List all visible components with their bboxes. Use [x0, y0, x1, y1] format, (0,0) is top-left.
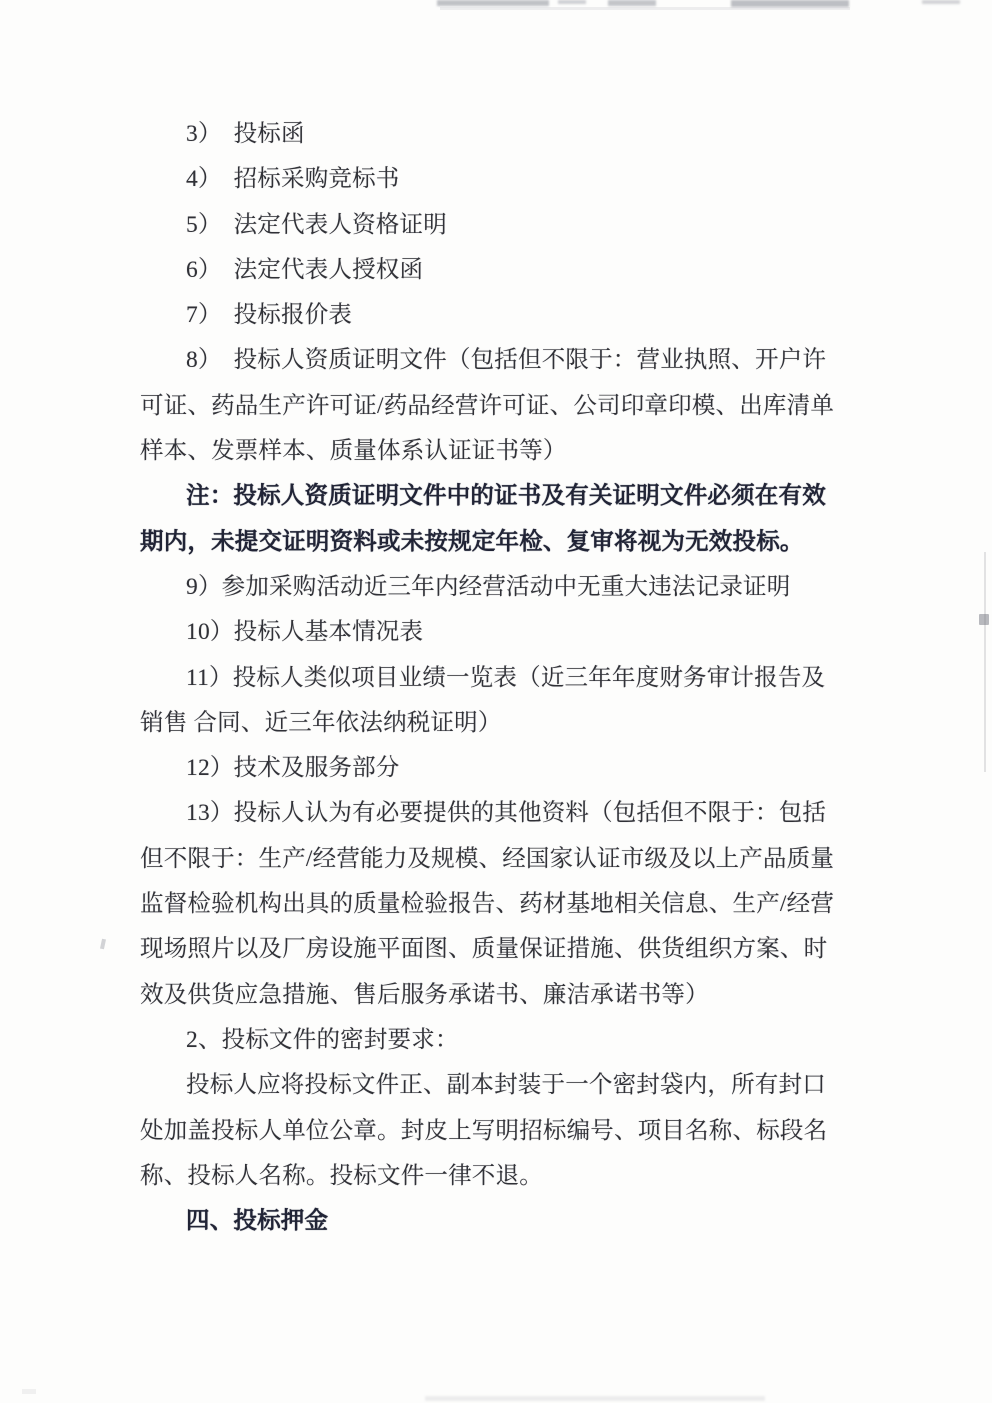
document-line: 6） 法定代表人授权函	[186, 256, 424, 283]
document-line: 5） 法定代表人资格证明	[186, 211, 447, 238]
scan-artifact-bottom	[22, 1389, 36, 1394]
scan-artifact-top	[440, 7, 850, 10]
scan-artifact-right-line	[984, 552, 986, 772]
document-line: 4） 招标采购竞标书	[186, 166, 400, 193]
document-line: 样本、发票样本、质量体系认证证书等）	[140, 438, 567, 465]
document-line: 8） 投标人资质证明文件（包括但不限于：营业执照、开户许	[186, 347, 827, 374]
document-text-block	[140, 112, 840, 1244]
document-line: 销售 合同、近三年依法纳税证明）	[140, 709, 502, 736]
scan-artifact-left-mark	[100, 939, 106, 950]
document-line: 现场照片以及厂房设施平面图、质量保证措施、供货组织方案、时	[140, 936, 828, 963]
scan-artifact-top	[437, 0, 549, 6]
document-line: 3） 投标函	[186, 121, 305, 147]
scan-artifact-bottom	[425, 1396, 765, 1401]
document-line: 但不限于：生产/经营能力及规模、经国家认证市级及以上产品质量	[140, 845, 835, 872]
document-line: 期内，未提交证明资料或未按规定年检、复审将视为无效投标。	[140, 528, 804, 555]
document-line: 效及供货应急措施、售后服务承诺书、廉洁承诺书等）	[140, 981, 709, 1008]
scan-artifact-top	[608, 0, 656, 6]
document-line: 注：投标人资质证明文件中的证书及有关证明文件必须在有效	[186, 483, 826, 510]
document-line: 12）技术及服务部分	[186, 755, 400, 782]
document-line: 处加盖投标人单位公章。封皮上写明招标编号、项目名称、标段名	[140, 1117, 828, 1144]
scan-artifact-top	[731, 0, 849, 7]
document-line: 称、投标人名称。投标文件一律不退。	[140, 1162, 543, 1189]
document-line: 2、投标文件的密封要求：	[186, 1026, 459, 1053]
document-line: 13）投标人认为有必要提供的其他资料（包括但不限于：包括	[186, 800, 827, 827]
document-line: 可证、药品生产许可证/药品经营许可证、公司印章印模、出库清单	[140, 392, 835, 419]
scan-artifact-top	[558, 0, 586, 4]
document-line: 10）投标人基本情况表	[186, 619, 424, 646]
document-line: 监督检验机构出具的质量检验报告、药材基地相关信息、生产/经营	[140, 891, 835, 918]
document-line: 投标人应将投标文件正、副本封装于一个密封袋内，所有封口	[186, 1072, 826, 1099]
scan-artifact-right-mark	[979, 614, 989, 625]
document-line: 9）参加采购活动近三年内经营活动中无重大违法记录证明	[186, 573, 791, 600]
document-line: 四、投标押金	[186, 1208, 329, 1235]
scan-artifact-top	[922, 0, 960, 4]
document-line: 7） 投标报价表	[186, 302, 353, 329]
document-line: 11）投标人类似项目业绩一览表（近三年年度财务审计报告及	[186, 664, 826, 691]
